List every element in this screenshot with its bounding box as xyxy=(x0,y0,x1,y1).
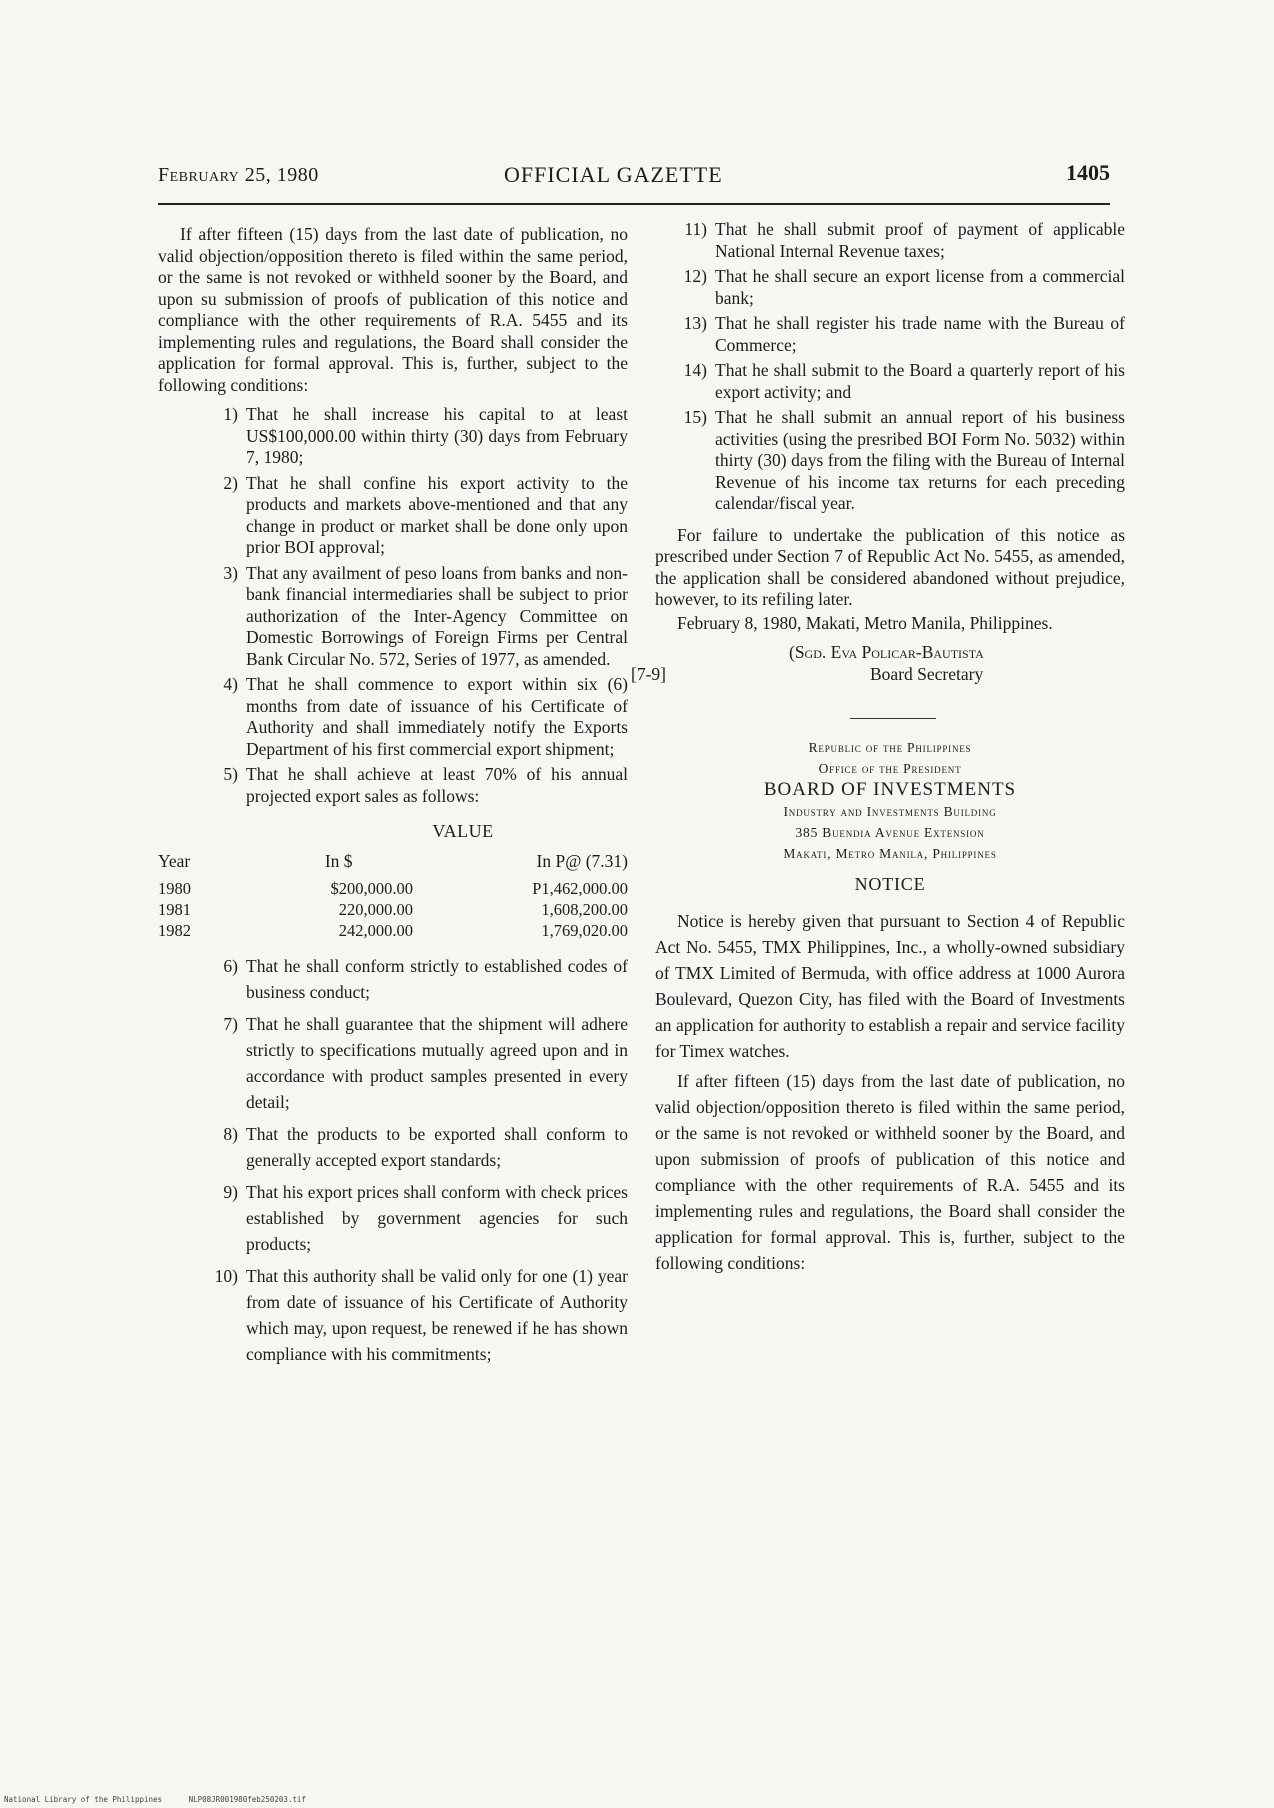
export-value-table xyxy=(158,851,628,942)
notice-header-city: Makati, Metro Manila, Philippines xyxy=(783,846,997,861)
notice-paragraph: Notice is hereby given that pursuant to Section 4 of Republic Act No. 5455, TMX Philippines, Inc., a wholly-owned subsidiary of TMX Limited of Bermuda, with office address at 1000 Aurora Boulevard, Quezon City, has filed with the Board of Investments an application for authority to establish a repair and service facility for Timex watches. xyxy=(655,910,1125,1061)
table-row xyxy=(158,899,628,920)
conditions-list-a xyxy=(158,404,628,807)
condition-item xyxy=(158,674,628,760)
condition-number: 12) xyxy=(683,266,707,286)
notice-header-republic: Republic of the Philippines xyxy=(808,740,972,755)
condition-item xyxy=(655,407,1125,515)
condition-number: 11) xyxy=(684,219,707,239)
header-date: February 25, 1980 xyxy=(158,164,319,186)
notice-body xyxy=(655,908,1125,1276)
condition-number: 15) xyxy=(683,407,707,427)
condition-text: That this authority shall be valid only for one (1) year from date of issuance of his Certificate of Authority which may, upon request, be renewed if he has shown compliance with his commitments; xyxy=(246,1266,628,1364)
notice-header-office: Office of the President xyxy=(818,761,962,776)
condition-text: That he shall submit proof of payment of applicable National Internal Revenue taxes; xyxy=(715,219,1125,261)
condition-text: That he shall submit to the Board a quarterly report of his export activity; and xyxy=(715,360,1125,402)
notice-header-board: BOARD OF INVESTMENTS xyxy=(763,779,1017,800)
condition-text: That his export prices shall conform with check prices established by government agencies for such products; xyxy=(246,1182,628,1254)
cell-usd: $200,000.00 xyxy=(330,879,413,898)
page-header xyxy=(158,160,1110,194)
date-place: February 8, 1980, Makati, Metro Manila, Philippines. xyxy=(677,612,1053,633)
footer-library: National Library of the Philippines xyxy=(4,1795,163,1804)
column-header-php: In P@ (7.31) xyxy=(536,850,628,871)
cell-usd: 242,000.00 xyxy=(338,921,413,940)
signatory-title: Board Secretary xyxy=(870,664,984,684)
condition-item xyxy=(655,219,1125,262)
scan-footer xyxy=(4,1795,328,1804)
table-row xyxy=(158,920,628,941)
signatory-name: (Sgd. Eva Policar-Bautista xyxy=(789,642,984,662)
cell-usd: 220,000.00 xyxy=(338,900,413,919)
cell-php: 1,608,200.00 xyxy=(541,900,628,919)
signature-block xyxy=(631,642,1125,694)
condition-number: 13) xyxy=(683,313,707,333)
condition-number: 3) xyxy=(223,562,238,583)
header-rule xyxy=(158,203,1110,205)
condition-item xyxy=(655,360,1125,403)
condition-item xyxy=(158,1011,628,1115)
condition-text: That he shall commence to export within six (6) months from date of issuance of his Certificate of Authority and shall immediately notify the Exports Department of his first commercial export shipment; xyxy=(246,674,628,759)
header-page-number: 1405 xyxy=(1066,160,1110,185)
condition-item xyxy=(655,266,1125,309)
notice-header-building: Industry and Investments Building xyxy=(783,804,997,819)
condition-item xyxy=(158,1179,628,1257)
cell-php: P1,462,000.00 xyxy=(532,879,628,898)
condition-text: That he shall secure an export license from a commercial bank; xyxy=(715,266,1125,308)
condition-item xyxy=(158,404,628,469)
footer-file: NLP08JR001980feb250203.tif xyxy=(188,1795,306,1804)
condition-item xyxy=(158,473,628,559)
condition-number: 1) xyxy=(223,404,238,424)
header-title: OFFICIAL GAZETTE xyxy=(504,162,723,187)
notice-header xyxy=(655,737,1125,864)
cell-year: 1980 xyxy=(158,879,191,898)
condition-text: That he shall conform strictly to established codes of business conduct; xyxy=(246,956,628,1002)
table-header-row xyxy=(158,851,628,879)
condition-number: 4) xyxy=(223,674,238,694)
condition-item xyxy=(158,563,628,671)
condition-number: 14) xyxy=(683,360,707,380)
condition-item xyxy=(158,1121,628,1173)
condition-text: That any availment of peso loans from banks and non-bank financial intermediaries shall be subject to prior authorization of the Inter-Agency Committee on Domestic Borrowings of Foreign Firms per Central Bank Circular No. 572, Series of 1977, as amended. xyxy=(246,562,628,669)
condition-text: That he shall guarantee that the shipment will adhere strictly to specifications mutually agreed upon and in accordance with product samples presented in every detail; xyxy=(246,1014,628,1112)
condition-number: 5) xyxy=(223,764,238,784)
condition-text: That he shall increase his capital to at least US$100,000.00 within thirty (30) days from February 7, 1980; xyxy=(246,404,628,467)
failure-paragraph: For failure to undertake the publication of this notice as prescribed under Section 7 of Republic Act No. 5455, as amended, the application shall be considered abandoned without prejudice, however, to its refiling later. xyxy=(655,524,1125,609)
condition-number: 6) xyxy=(223,956,238,976)
condition-item xyxy=(655,313,1125,356)
notice-title: NOTICE xyxy=(854,874,926,894)
cell-year: 1981 xyxy=(158,900,191,919)
condition-number: 10) xyxy=(214,1266,238,1286)
condition-number: 7) xyxy=(223,1014,238,1034)
condition-text: That he shall register his trade name with the Bureau of Commerce; xyxy=(715,313,1125,355)
condition-text: That he shall submit an annual report of his business activities (using the presribed BOI Form No. 5032) within thirty (30) days from the filing with the Bureau of Internal Revenue of his income tax returns for each preceding calendar/fiscal year. xyxy=(715,407,1125,513)
closing-paragraph: If after fifteen (15) days from the last date of publication, no valid objection/opposition thereto is filed within the same period, or the same is not revoked or withheld sooner by the Board, and upon submission of proofs of publication of this notice and compliance with the other requirements of R.A. 5455 and its implementing rules and regulations, the Board shall consider the application for formal approval. This is, further, subject to the following conditions: xyxy=(655,1070,1125,1273)
condition-number: 9) xyxy=(223,1182,238,1202)
section-divider xyxy=(850,718,936,719)
condition-number: 2) xyxy=(223,472,238,493)
condition-number: 8) xyxy=(223,1124,238,1144)
column-header-usd: In $ xyxy=(324,850,353,871)
condition-text: That he shall achieve at least 70% of his annual projected export sales as follows: xyxy=(246,764,628,806)
cell-php: 1,769,020.00 xyxy=(541,921,628,940)
condition-item xyxy=(158,953,628,1005)
condition-item xyxy=(158,764,628,807)
issue-reference: [7-9] xyxy=(631,664,666,684)
conditions-list-c xyxy=(655,219,1125,515)
condition-text: That the products to be exported shall conform to generally accepted export standards; xyxy=(246,1124,628,1170)
condition-item xyxy=(158,1263,628,1367)
cell-year: 1982 xyxy=(158,921,191,940)
right-column xyxy=(631,219,1125,1278)
intro-paragraph: If after fifteen (15) days from the last date of publication, no valid objection/opposition thereto is filed within the same period, or the same is not revoked or withheld sooner by the Board, and upon su submission of proofs of publication of this notice and compliance with the other requirements of R.A. 5455 and its implementing rules and regulations, the Board shall consider the application for formal approval. This is, further, subject to the following conditions: xyxy=(158,224,628,395)
table-row xyxy=(158,878,628,899)
left-column xyxy=(158,224,628,1373)
column-header-year: Year xyxy=(158,850,191,871)
value-heading: VALUE xyxy=(432,821,494,841)
conditions-list-b xyxy=(158,953,628,1367)
notice-header-street: 385 Buendia Avenue Extension xyxy=(795,825,985,840)
condition-text: That he shall confine his export activity to the products and markets above-mentioned and that any change in product or market shall be done only upon prior BOI approval; xyxy=(246,472,628,557)
